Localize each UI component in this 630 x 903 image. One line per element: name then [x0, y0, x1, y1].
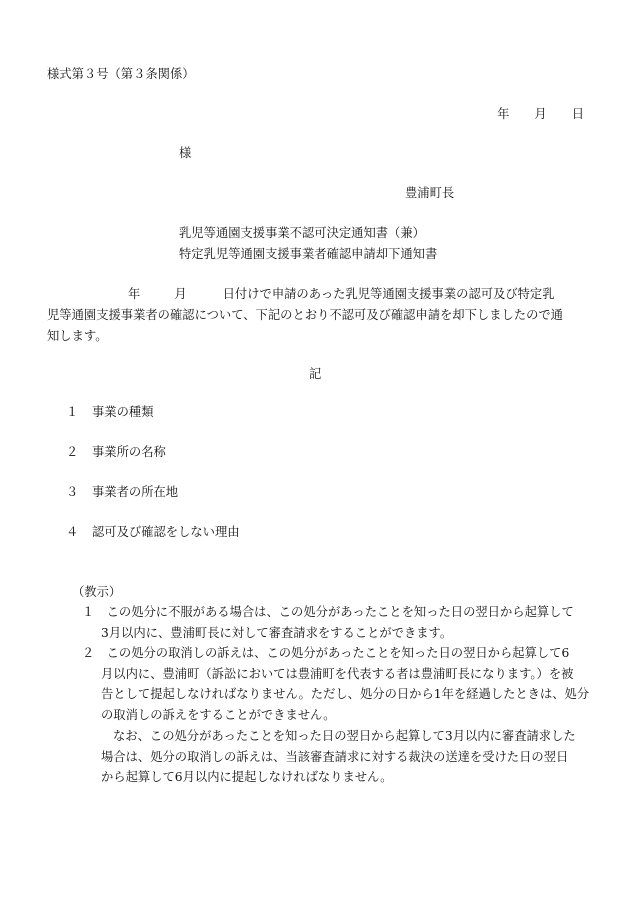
- document-title-line-2: 特定乳児等通園支援事業者確認申請却下通知書: [179, 247, 438, 261]
- body-month: 月: [174, 287, 187, 301]
- item-label: 事業の種類: [92, 405, 154, 419]
- date-year: 年: [497, 107, 510, 121]
- list-item: [66, 486, 178, 498]
- kyouji-heading: （教示）: [72, 585, 122, 599]
- item-number: １: [66, 405, 79, 419]
- issuer: 豊浦町長: [405, 186, 455, 200]
- body-line-2: 児等通園支援事業者の確認について、下記のとおり不認可及び確認申請を却下しましたので通: [47, 308, 563, 322]
- body-line-3: 知します。: [47, 329, 108, 343]
- list-item: [66, 406, 154, 418]
- body-year: 年: [128, 287, 141, 301]
- ki-heading: 記: [309, 367, 322, 381]
- item-label: 事業所の名称: [92, 445, 166, 459]
- item-number: ３: [66, 485, 79, 499]
- note-2-line-6: 場合は、処分の取消しの訴えは、当該審査請求に対する裁決の送達を受けた日の翌日: [101, 749, 569, 764]
- body-line-1: [128, 284, 555, 305]
- item-number: ４: [66, 525, 79, 539]
- note-2-line-2: 月以内に、豊浦町（訴訟においては豊浦町を代表する者は豊浦町長になります。）を被: [101, 666, 574, 681]
- item-number: ２: [66, 445, 79, 459]
- item-label: 認可及び確認をしない理由: [92, 525, 240, 539]
- note-2-line-1: ２ この処分の取消しの訴えは、この処分があったことを知った日の翌日から起算して6: [82, 646, 570, 660]
- note-2-line-5: なお、この処分があったことを知った日の翌日から起算して3月以内に審査請求した: [113, 728, 576, 743]
- date-day: 日: [571, 107, 584, 121]
- addressee: 様: [179, 146, 192, 160]
- note-2-line-7: から起算して6月以内に提起しなければなりません。: [101, 770, 393, 785]
- body-line-1-text: 日付けで申請のあった乳児等通園支援事業の認可及び特定乳: [222, 287, 555, 301]
- note-2-line-3: 告として提起しなければなりません。ただし、処分の日から1年を経過したときは、処分: [101, 687, 590, 702]
- list-item: [66, 526, 240, 538]
- item-label: 事業者の所在地: [92, 485, 179, 499]
- document-title-line-1: 乳児等通園支援事業不認可決定通知書（兼）: [179, 226, 425, 240]
- date-line: [497, 108, 584, 120]
- note-1-line-1: １ この処分に不服がある場合は、この処分があったことを知った日の翌日から起算して: [82, 605, 574, 619]
- note-1-line-2: 3月以内に、豊浦町長に対して審査請求をすることができます。: [101, 625, 453, 640]
- note-2-line-4: の取消しの訴えをすることができません。: [101, 708, 336, 723]
- form-number: 様式第３号（第３条関係）: [47, 67, 195, 81]
- list-item: [66, 446, 166, 458]
- date-month: 月: [534, 107, 547, 121]
